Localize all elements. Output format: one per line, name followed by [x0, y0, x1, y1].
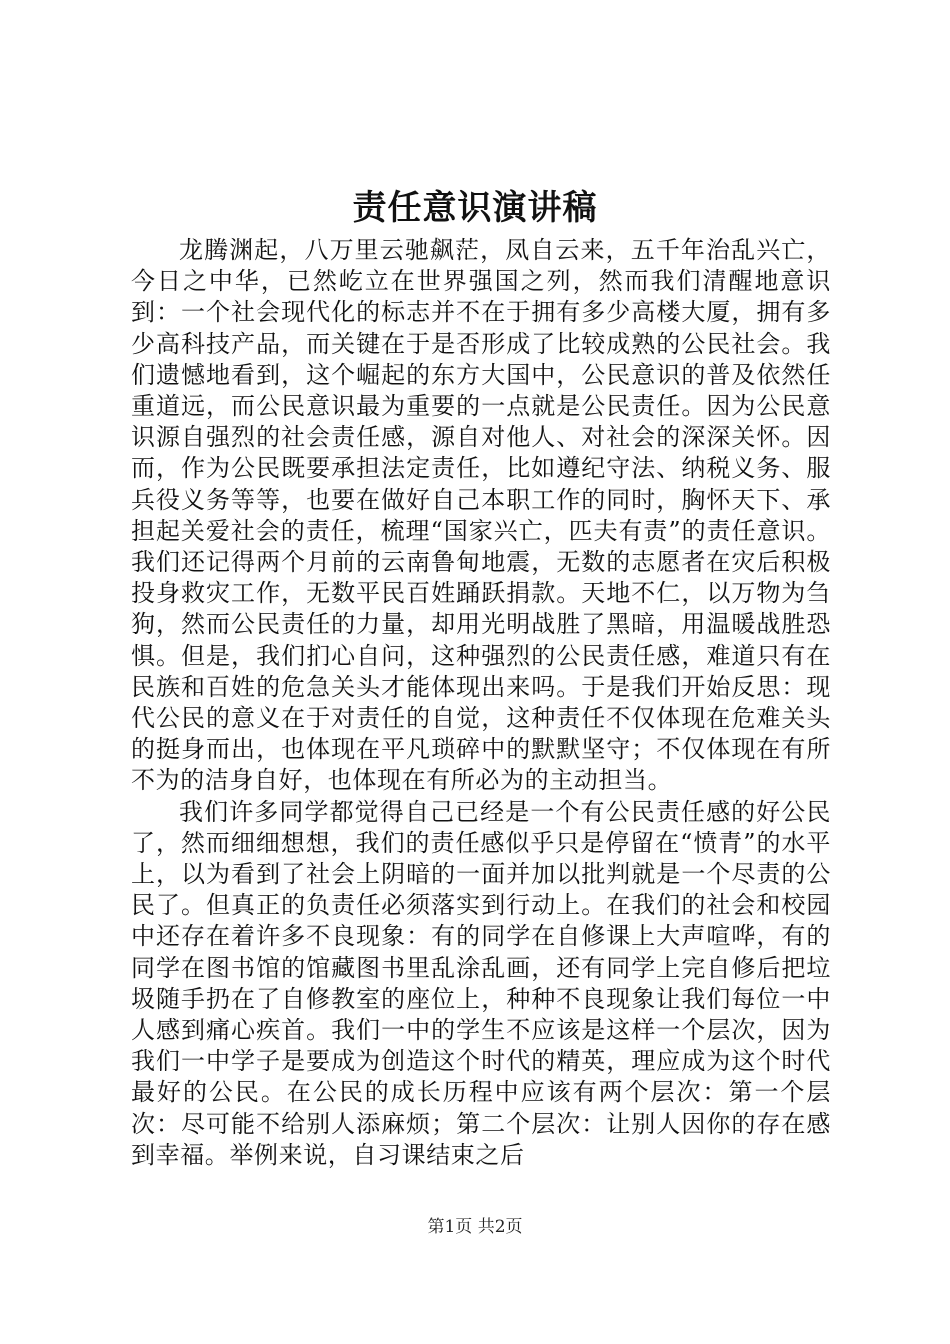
document-title: 责任意识演讲稿: [352, 188, 598, 228]
page-footer: 第1页 共2页: [427, 1217, 523, 1237]
paragraph-2: 我们许多同学都觉得自己已经是一个有公民责任感的好公民了，然而细细想想，我们的责任感似乎只是停留在“愤青”的水平上，以为看到了社会上阴暗的一面并加以批判就是一个尽责的公民了。但真正的负责任必须落实到行动上。在我们的社会和校园中还存在着许多不良现象：有的同学在自修课上大声喧哗，有的同学在图书馆的馆藏图书里乱涂乱画，还有同学上完自修后把垃圾随手扔在了自修教室的座位上，种种不良现象让我们每位一中人感到痛心疾首。我们一中的学生不应该是这样一个层次，因为我们一中学子是要成为创造这个时代的精英，理应成为这个时代最好的公民。在公民的成长历程中应该有两个层次：第一个层次：尽可能不给别人添麻烦；第二个层次：让别人因你的存在感到幸福。举例来说，自习课结束之后: [131, 797, 831, 1169]
paragraph-1: 龙腾渊起，八万里云驰飙茫，凤自云来，五千年治乱兴亡，今日之中华，已然屹立在世界强国之列，然而我们清醒地意识到：一个社会现代化的标志并不在于拥有多少高楼大厦，拥有多少高科技产品，而关键在于是否形成了比较成熟的公民社会。我们遗憾地看到，这个崛起的东方大国中，公民意识的普及依然任重道远，而公民意识最为重要的一点就是公民责任。因为公民意识源自强烈的社会责任感，源自对他人、对社会的深深关怀。因而，作为公民既要承担法定责任，比如遵纪守法、纳税义务、服兵役义务等等，也要在做好自己本职工作的同时，胸怀天下、承担起关爱社会的责任，梳理“国家兴亡，匹夫有责”的责任意识。我们还记得两个月前的云南鲁甸地震，无数的志愿者在灾后积极投身救灾工作，无数平民百姓踊跃捐款。天地不仁，以万物为刍狗，然而公民责任的力量，却用光明战胜了黑暗，用温暖战胜恐惧。但是，我们扪心自问，这种强烈的公民责任感，难道只有在民族和百姓的危急关头才能体现出来吗。于是我们开始反思：现代公民的意义在于对责任的自觉，这种责任不仅体现在危难关头的挺身而出，也体现在平凡琐碎中的默默坚守；不仅体现在有所不为的洁身自好，也体现在有所必为的主动担当。: [131, 236, 831, 795]
document-body: [131, 235, 831, 1171]
